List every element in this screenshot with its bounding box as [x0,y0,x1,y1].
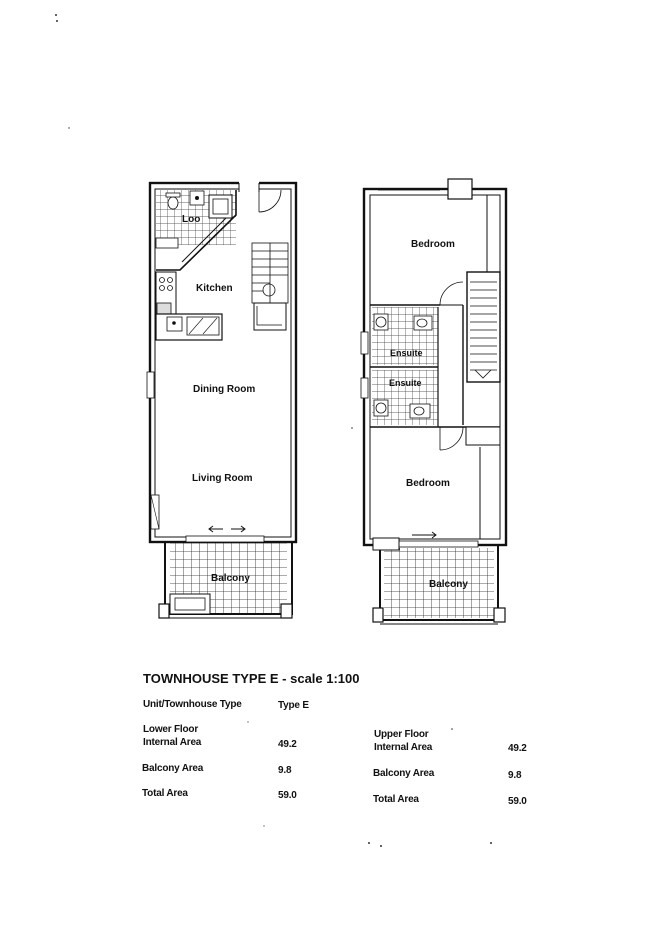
room-label-bedroom-bottom: Bedroom [406,478,450,489]
room-label-dining-room: Dining Room [193,384,256,395]
lower-total-area-value: 59.0 [278,790,297,801]
upper-internal-area-value: 49.2 [508,743,527,754]
plan-title: TOWNHOUSE TYPE E - scale 1:100 [143,671,360,686]
entry-door-swing [259,190,281,212]
room-label-ensuite-1: Ensuite [390,348,423,358]
upper-floor-label: Upper Floor [374,729,429,740]
loo-toilet [168,197,178,209]
room-label-living-room: Living Room [192,473,253,484]
upper-total-area-value: 59.0 [508,796,527,807]
room-label-ensuite-2: Ensuite [389,378,422,388]
lower-stair [252,243,288,330]
lower-floor-label: Lower Floor [143,724,199,735]
lower-balcony-area-label: Balcony Area [142,763,204,774]
room-label-kitchen: Kitchen [196,283,233,294]
upper-stair [467,272,500,382]
room-label-upper-balcony: Balcony [429,579,468,590]
upper-sliding-arrow [412,532,436,538]
lower-floor-plan [147,180,296,618]
upper-total-area-label: Total Area [373,794,419,805]
lower-balcony-area-value: 9.8 [278,765,292,776]
room-label-loo: Loo [182,214,201,225]
sliding-door-arrows [209,526,245,532]
room-label-lower-balcony: Balcony [211,573,250,584]
lower-internal-area-label: Internal Area [143,737,202,748]
lower-total-area-label: Total Area [142,788,188,799]
upper-balcony-area-value: 9.8 [508,770,522,781]
upper-internal-area-label: Internal Area [374,742,433,753]
scan-specks [55,14,492,847]
unit-type-label: Unit/Townhouse Type [143,699,242,710]
upper-balcony-area-label: Balcony Area [373,768,435,779]
room-label-bedroom-top: Bedroom [411,239,455,250]
lower-internal-area-value: 49.2 [278,739,297,750]
upper-top-window [448,179,472,199]
unit-type-value: Type E [278,700,309,711]
